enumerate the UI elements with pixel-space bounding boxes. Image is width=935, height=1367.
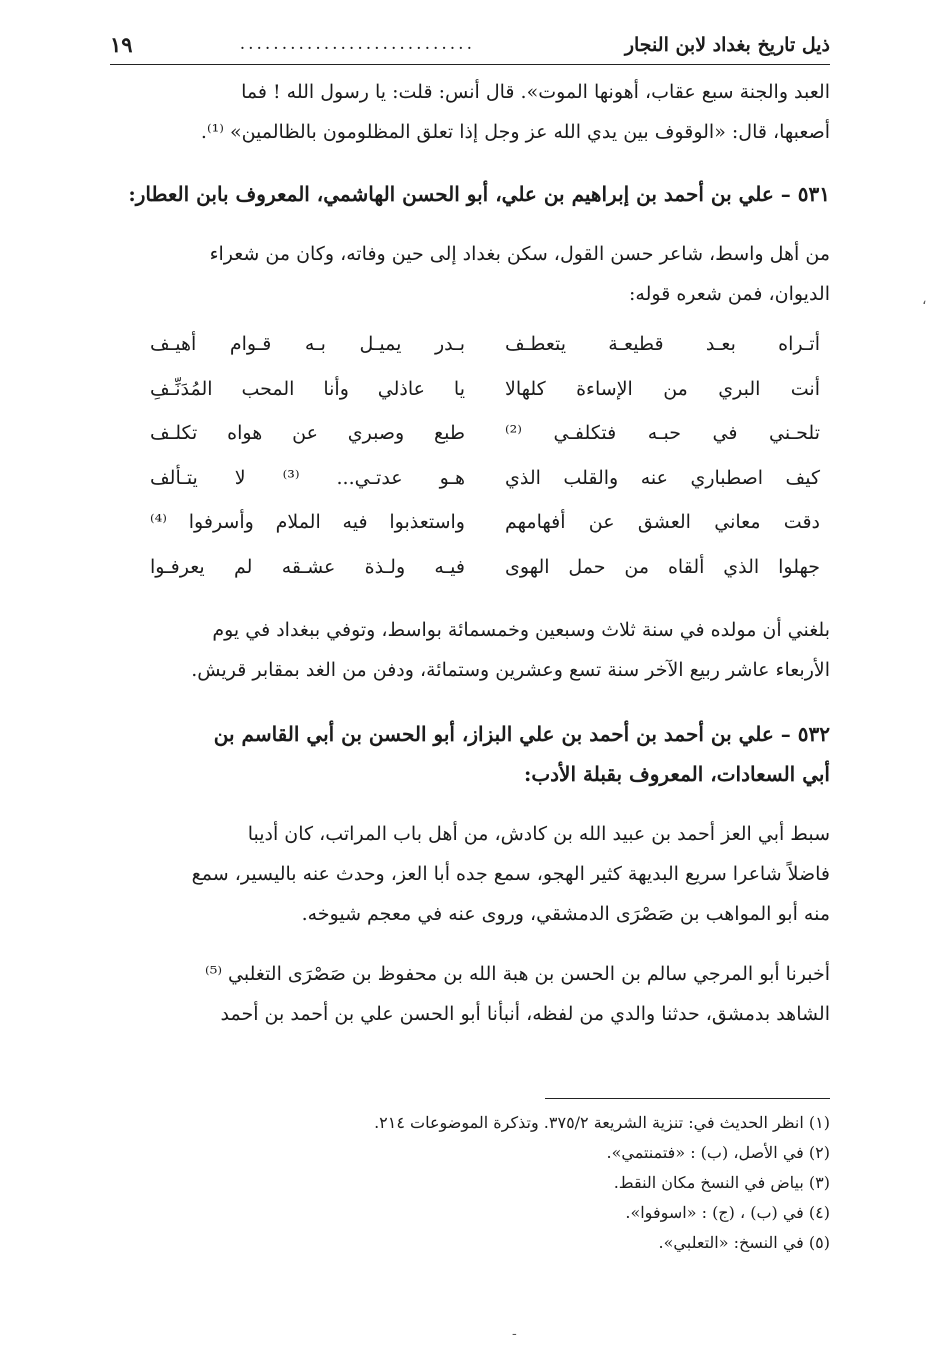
verse-second-hemistich: طبع وصبري عن هواه تكلـف: [150, 422, 465, 444]
text-line: أصعبها، قال: «الوقوف بين يدي الله عز وجل إذا تعلق المظلومون بالظالمين» ⁽¹⁾.: [200, 121, 830, 143]
verse-first-hemistich: جهلوا الذي ألقاه من حمل الهوى: [505, 555, 820, 578]
text-line: منه أبو المواهب بن صَصْرَى الدمشقي، وروى عنه في معجم شيوخه.: [301, 903, 830, 925]
verse: [150, 511, 820, 556]
margin-mark: ،: [922, 292, 927, 308]
footnote: (٥) في النسخ: «التعلبي».: [658, 1233, 830, 1252]
running-title: ذيل تاريخ بغداد لابن النجار: [624, 34, 830, 56]
verse-first-hemistich: دقت معاني العشق عن أفهامهم: [505, 511, 820, 533]
entry-531-heading: ٥٣١ – علي بن أحمد بن إبراهيم بن علي، أبو الحسن الهاشمي، المعروف بابن العطار:: [128, 182, 830, 206]
opening-paragraph: [110, 72, 830, 152]
footnote: (٤) في (ب) ، (ج) : «اسوفوا».: [625, 1203, 830, 1222]
verse: [150, 467, 820, 512]
verse-first-hemistich: أنت البري من الإساءة كلهالا: [505, 377, 820, 400]
verse: [150, 378, 820, 423]
verse: [150, 333, 820, 378]
text-line: الديوان، فمن شعره قوله:: [629, 283, 830, 305]
verse-first-hemistich: كيف اصطباري عنه والقلب الذي: [505, 466, 820, 489]
entry-532-heading: [110, 714, 830, 794]
entry-532-isnad: [110, 954, 830, 1034]
verse-first-hemistich: أتـراه بعـد قطيعـة يتعطـف: [505, 333, 820, 355]
text-line: بلغني أن مولده في سنة ثلاث وسبعين وخمسمائة بواسط، وتوفي ببغداد في يوم: [212, 619, 830, 641]
verse: [150, 556, 820, 601]
poem: [150, 333, 820, 600]
text-line: من أهل واسط، شاعر حسن القول، سكن بغداد إلى حين وفاته، وكان من شعراء: [209, 243, 830, 265]
verse-second-hemistich: بـدر يميـل بـه قـوام أهيـف: [150, 333, 465, 355]
footnote-separator: [545, 1098, 830, 1099]
text-line: الأربعاء عاشر ربيع الآخر سنة تسع وعشرين وستمائة، ودفن من الغد بمقابر قريش.: [191, 659, 830, 681]
header-dot-leader: ............................: [239, 34, 475, 54]
footnote: (٢) في الأصل، (ب) : «فتمنتمي».: [606, 1143, 830, 1162]
bottom-mark: -: [512, 1326, 517, 1342]
page-number: ١٩: [110, 32, 133, 57]
verse-second-hemistich: هـو عدتـي... ⁽³⁾ لا يتـألف: [150, 466, 465, 489]
text-line: العبد والجنة سبع عقاب، أهونها الموت». قال أنس: قلت: يا رسول الله ! فما: [241, 81, 830, 103]
entry-531-death-note: [110, 610, 830, 690]
text-line: فاضلاً شاعرا سريع البديهة كثير الهجو، سمع جده أبا العز، وحدث عنه باليسير، سمع: [191, 863, 830, 885]
text-line: سبط أبي العز أحمد بن عبيد الله بن كادش، من أهل باب المراتب، كان أديبا: [247, 823, 830, 845]
verse-second-hemistich: يا عاذلي وأنا المحب المُدَنِّـفِ: [150, 377, 465, 400]
footnote: (١) انظر الحديث في: تنزية الشريعة ٣٧٥/٢. وتذكرة الموضوعات ٢١٤.: [374, 1113, 830, 1132]
verse-second-hemistich: واستعذبوا فيه الملام وأسرفوا ⁽⁴⁾: [150, 511, 465, 533]
entry-531-intro: [110, 234, 830, 314]
footnote: (٣) بياض في النسخ مكان النقط.: [613, 1173, 830, 1192]
entry-532-biography: [110, 814, 830, 934]
text-line: أخبرنا أبو المرجي سالم بن الحسن بن هبة الله بن محفوظ بن صَصْرَى التغلبي ⁽⁵⁾: [205, 963, 830, 985]
text-line: الشاهد بدمشق، حدثنا والدي من لفظه، أنبأنا أبو الحسن علي بن أحمد بن أحمد: [220, 1003, 830, 1025]
verse-second-hemistich: فيـه ولـذة عشـقه لم يعرفـوا: [150, 555, 465, 578]
footnotes: [110, 1108, 830, 1258]
verse-first-hemistich: تلحـني في حبـه فتكلفـي ⁽²⁾: [505, 422, 820, 444]
page-header: [110, 28, 830, 65]
verse: [150, 422, 820, 467]
heading-line: ٥٣٢ – علي بن أحمد بن أحمد بن علي البزاز، أبو الحسن بن أبي القاسم بن: [213, 722, 830, 746]
heading-line: أبي السعادات، المعروف بقبلة الأدب:: [523, 762, 830, 786]
